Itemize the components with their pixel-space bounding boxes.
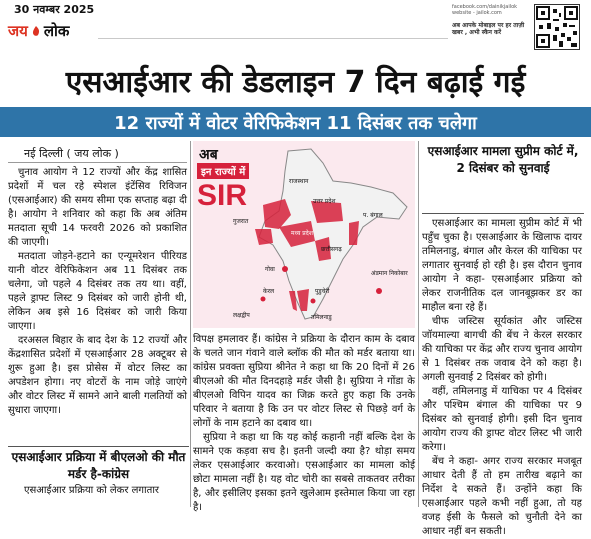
column-divider — [418, 141, 419, 507]
logo-text-jay: जय — [8, 22, 28, 40]
box-rule — [8, 446, 189, 447]
paragraph: मतदाता जोड़ने-हटाने का एन्यूमरेशन पीरियड यानी वोटर वेरिफिकेशन अब 11 दिसंबर तक चलेगा, जो पहले 4 दिसंबर तक तय था। वहीं, पहले ड्राफ्ट लिस्ट 9 दिसंबर को जारी होनी थी, लेकिन अब इसे 16 दिसंबर को जारी किया जाएगा। — [8, 251, 187, 332]
state-label: छत्तीसगढ़ — [321, 246, 342, 253]
header-rule — [98, 38, 448, 39]
state-label: पुडुचेरी — [315, 288, 330, 295]
paragraph: बेंच ने कहा- अगर राज्य सरकार मजबूत आधार देती हैं तो हम तारीख बढ़ाने का निर्देश दे सकते हैं। उन्होंने कहा कि एसआईआर पहले कभी नहीं हुआ, तो यह वजह ईसी के फैसले को चुनौती देने का आधार नहीं बन सकती। — [422, 456, 582, 537]
graphic-states-label: इन राज्यों में — [197, 163, 249, 179]
state-label: गुजरात — [233, 218, 249, 225]
state-label: उत्तर प्रदेश — [313, 198, 336, 205]
scan-message: अब आपके मोबाइल पर हर ताज़ी खबर , अभी स्कैन करें — [452, 22, 525, 36]
paragraph: वहीं, तमिलनाडु में याचिका पर 4 दिसंबर और पश्चिम बंगाल की याचिका पर 9 दिसंबर को सुनवाई होगी। इसी दिन चुनाव आयोग राज्य की ड्राफ्ट वोटर लिस्ट भी जारी करेगा। — [422, 386, 582, 453]
newspaper-logo — [8, 20, 94, 42]
andaman-dot — [376, 288, 382, 294]
facebook-line: facebook.com/dainikjailok — [452, 4, 518, 10]
section-heading-supreme-court: एसआईआर मामला सुप्रीम कोर्ट में, 2 दिसंबर को सुनवाई — [427, 144, 579, 175]
goa-dot — [282, 266, 288, 272]
paragraph: दरअसल बिहार के बाद देश के 12 राज्यों और केंद्रशासित प्रदेशों में एसआईआर 28 अक्टूबर से शुरू हुआ है। इस प्रोसेस में वोटर लिस्ट का अपडेशन होगा। नए वोटरों के नाम जोड़े जाएंगे और वोटर लिस्ट में सामने आने बाली गलतियों को सुधारा जाएगा। — [8, 335, 187, 416]
state-label: केरल — [263, 288, 275, 295]
logo-text-lok: लोक — [43, 22, 70, 40]
state-label: तमिलनाडु — [311, 314, 332, 321]
sir-states-map — [193, 141, 415, 328]
issue-date: 30 नवम्बर 2025 — [14, 3, 95, 16]
website-line: website - jailok.com — [452, 10, 502, 16]
lakshadweep-dot — [261, 297, 266, 302]
paragraph: चीफ जस्टिस सूर्यकांत और जस्टिस जॉयमाल्या बागची की बेंच ने केरल सरकार की याचिका पर केंद्र और राज्य चुनाव आयोग से 1 दिसंबर तक जवाब देने को कहा है। अगली सुनवाई 2 दिसंबर को होगी। — [422, 316, 582, 383]
col1-rule — [8, 162, 187, 163]
col2-text — [193, 333, 415, 515]
subheadline: 12 राज्यों में वोटर वेरिफिकेशन 11 दिसंबर तक चलेगा — [114, 113, 477, 134]
qr-code-icon[interactable] — [534, 4, 580, 50]
dateline: नई दिल्ली ( जय लोक ) — [24, 147, 119, 160]
paragraph: सुप्रिया ने कहा था कि यह कोई कहानी नहीं बल्कि देश के सामने एक कड़वा सच है। इतनी जल्दी क्या है? थोड़ा समय लेकर एसआईआर करवाओ। एसआईआर का मामला कोई छोटा मामला नहीं है। यह वोट चोरी का सबसे ताकतवर तरीका है, और इसीलिए इसका इतने खुलेआम इस्तेमाल किया जा रहा है। — [193, 432, 415, 513]
graphic-ab: अब — [199, 147, 218, 163]
state-label: लक्षद्वीप — [233, 312, 250, 319]
col1-text — [8, 166, 187, 418]
paragraph: विपक्ष हमलावर हैं। कांग्रेस ने प्रक्रिया के दौरान काम के दबाव के चलते जान गंवाने वाले ब्लॉक की मौत को मर्डर बताया था। कांग्रेस प्रवक्ता सुप्रिया श्रीनेत ने कहा था कि 20 दिनों में 26 बीएलओ की मौत दिनदहाड़े मर्डर जैसी है। सुप्रिया ने गोंडा के बीएलओ विपिन यादव का जिक्र करते हुए कहा कि उनके परिवार ने बताया है कि उन पर वोटर लिस्ट से पिछड़े वर्ग के लोगों के नाम हटाने का दबाव था। — [193, 334, 415, 429]
graphic-sir: SIR — [197, 179, 248, 212]
box-rule — [422, 213, 584, 214]
state-label: प. बंगाल — [363, 212, 383, 219]
state-label: मध्य प्रदेश — [291, 230, 313, 237]
state-label: गोवा — [265, 266, 275, 273]
column-divider — [190, 141, 191, 507]
state-label: राजस्थान — [289, 178, 309, 185]
bottom-line: एसआईआर प्रक्रिया को लेकर लगातार — [24, 485, 159, 496]
section-heading-blo: एसआईआर प्रक्रिया में बीएलओ की मौत मर्डर है-कांग्रेस — [11, 450, 186, 481]
paragraph: एसआईआर का मामला सुप्रीम कोर्ट में भी पहुँच चुका है। एसआईआर के खिलाफ दायर तमिलनाडु, बंगाल और केरल की याचिका पर लगातार सुनवाई हो रही है। इस दौरान चुनाव आयोग ने कहा- एसआईआर प्रक्रिया को लेकर राजनीतिक दल जानबूझकर डर का माहौल बना रहे हैं। — [422, 218, 582, 313]
puducherry-dot — [311, 299, 316, 304]
col3-text — [422, 217, 582, 539]
social-block — [452, 4, 530, 52]
paragraph: चुनाव आयोग ने 12 राज्यों और केंद्र शासित प्रदेशों में चल रहे स्पेशल इंटेंसिव रिविजन (एसआईआर) की समय सीमा एक सप्ताह बढ़ा दी है। आयोग ने शनिवार को कहा कि अब अंतिम मतदाता सूची 14 फरवरी 2026 को प्रकाशित की जाएगी। — [8, 167, 187, 248]
main-headline: एसआईआर की डेडलाइन 7 दिन बढ़ाई गई — [65, 65, 526, 100]
state-label: अंडमान निकोबार — [371, 270, 408, 277]
logo-flame-icon — [30, 25, 42, 37]
